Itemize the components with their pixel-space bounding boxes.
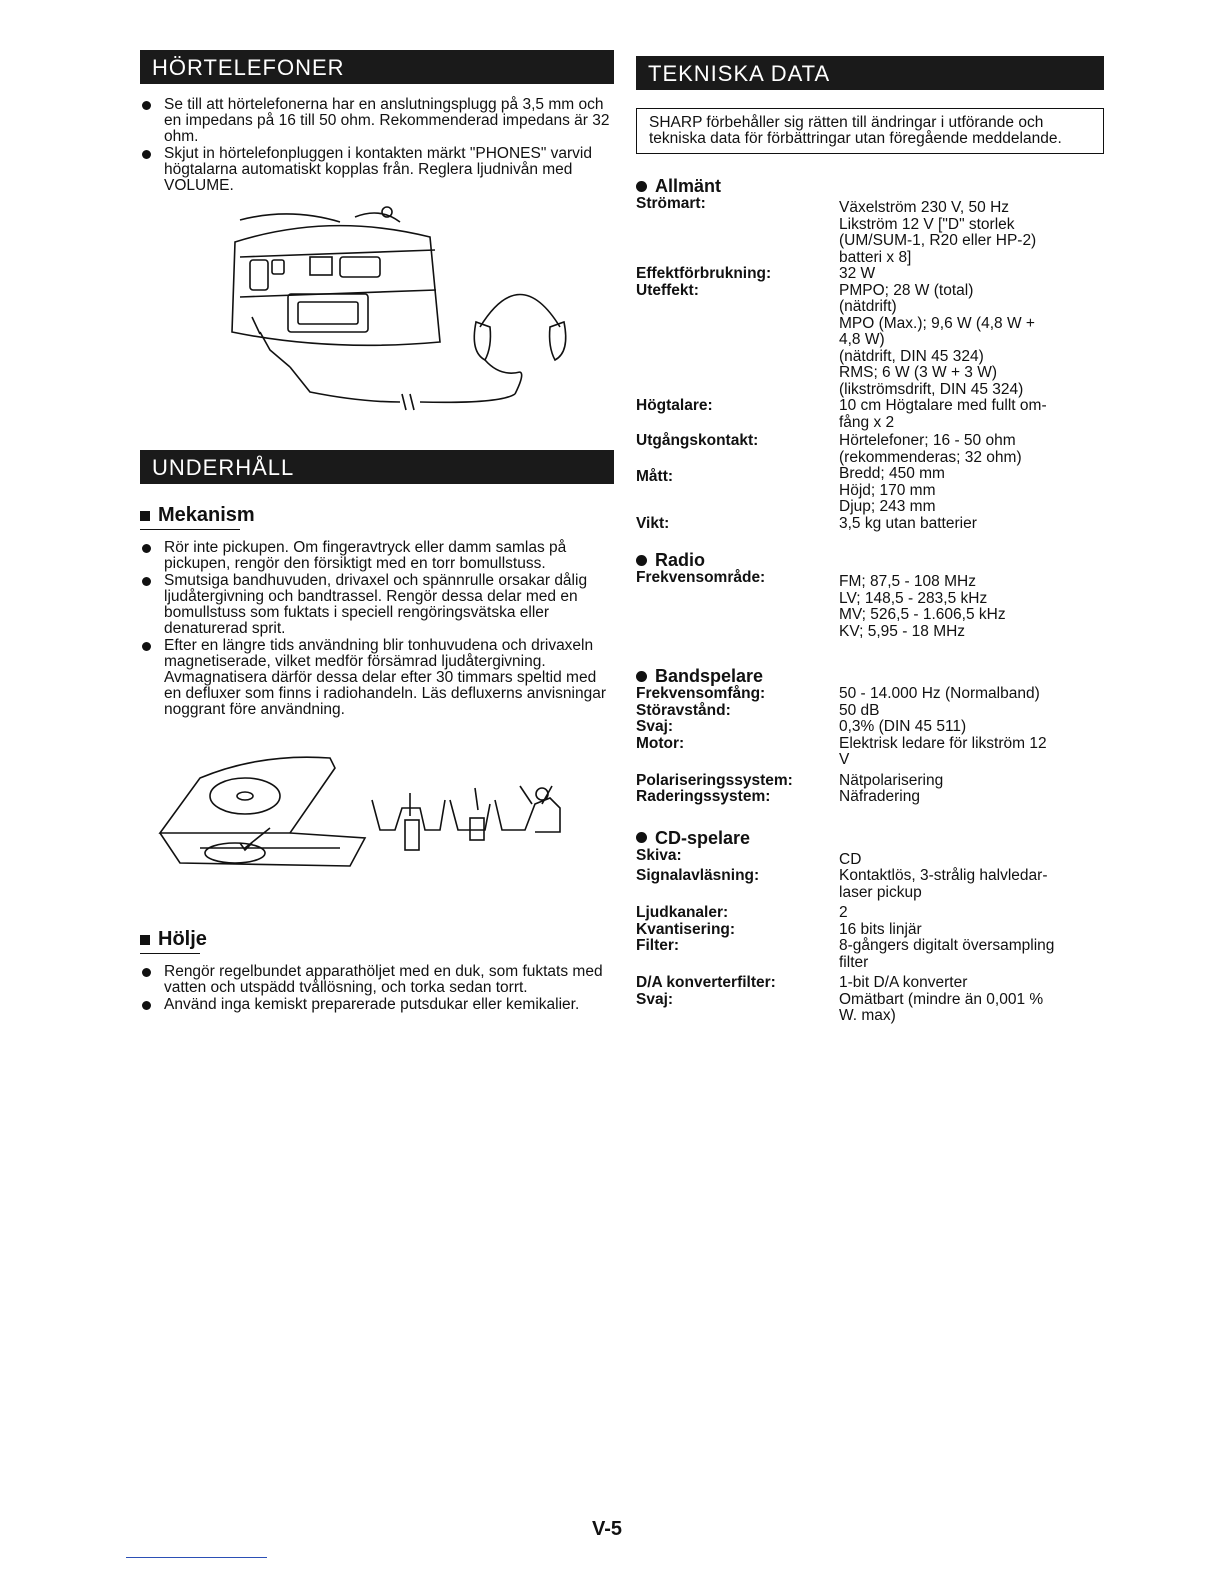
spec-value-line: Näfradering: [839, 788, 920, 805]
subhead-title: Hölje: [158, 928, 207, 950]
square-bullet-icon: [140, 511, 150, 521]
spec-value: [839, 719, 1106, 736]
spec-value: [839, 574, 1106, 640]
spec-label: Strömart:: [636, 195, 706, 212]
spec-label: Svaj:: [636, 718, 674, 735]
spec-label: Störavstånd:: [636, 701, 731, 719]
spec-value-line: 4,8 W): [839, 331, 885, 348]
spec-label: Mått:: [636, 468, 674, 485]
spec-value-line: MPO (Max.); 9,6 W (4,8 W +: [839, 314, 1035, 332]
spec-value-line: 1-bit D/A konverter: [839, 974, 968, 991]
section-header-tekniska-data: [636, 56, 1104, 90]
spec-row: [636, 703, 1106, 720]
spec-value: [839, 868, 1106, 901]
hortelefoner-list: [140, 97, 614, 194]
spec-value-line: Likström 12 V ["D" storlek: [839, 215, 1015, 233]
spec-label: Filter:: [636, 937, 680, 954]
spec-label: Polariseringssystem:: [636, 771, 793, 789]
spec-value-line: Hörtelefoner; 16 - 50 ohm: [839, 432, 1016, 449]
spec-value: [839, 852, 1106, 869]
spec-label: Uteffekt:: [636, 281, 699, 299]
spec-value-line: Bredd; 450 mm: [839, 465, 945, 482]
spec-value-line: CD: [839, 850, 862, 868]
spec-row: [636, 975, 1106, 992]
section-title: TEKNISKA DATA: [648, 61, 831, 86]
spec-value-line: (nätdrift, DIN 45 324): [839, 347, 984, 365]
spec-row: [636, 570, 1106, 640]
right-column: [636, 56, 1106, 1025]
tech-group-title: [636, 666, 1106, 686]
spec-value-line: 2: [839, 904, 848, 921]
spec-value-line: 0,3% (DIN 45 511): [839, 718, 967, 735]
group-title-text: CD-spelare: [655, 827, 751, 848]
spec-row: [636, 789, 1106, 806]
spec-row: [636, 992, 1106, 1025]
spec-row: [636, 283, 1106, 399]
spec-value-line: 10 cm Högtalare med fullt om-: [839, 397, 1047, 414]
spec-value-line: (rekommenderas; 32 ohm): [839, 448, 1022, 466]
spec-label: Motor:: [636, 734, 685, 752]
spec-label: Raderingssystem:: [636, 788, 771, 805]
spec-value: [839, 200, 1106, 266]
spec-label: Svaj:: [636, 990, 674, 1008]
spec-value-line: 16 bits linjär: [839, 920, 922, 938]
section-header-underhall: [140, 450, 614, 484]
spec-label: Frekvensomfång:: [636, 685, 766, 702]
list-item: Skjut in hörtelefonpluggen i kontakten märkt "PHONES" varvid högtalarna automatiskt kopplas från. Reglera ljudnivån med VOLUME.: [140, 146, 614, 194]
spec-value-line: Nätpolarisering: [839, 771, 944, 789]
group-title-text: Allmänt: [655, 176, 722, 196]
spec-label: Ljudkanaler:: [636, 904, 729, 921]
spec-value-line: 50 dB: [839, 701, 880, 719]
list-item: Se till att hörtelefonerna har en anslutningsplugg på 3,5 mm och en impedans på 16 till 50 ohm. Rekommenderad impedans är 32 ohm.: [140, 97, 614, 145]
boombox-headphones-illustration: [140, 202, 614, 432]
spec-value-line: (nätdrift): [839, 298, 897, 315]
list-item: Smutsiga bandhuvuden, drivaxel och spännrulle orsakar dålig ljudåtergivning och bandtrassel. Rengör dessa delar med en bomullstuss som fuktats i speciell rengöringsvätska eller denaturerad sprit.: [140, 573, 614, 637]
spec-row: [636, 433, 1106, 466]
subhead-holje: [140, 928, 614, 951]
section-title: UNDERHÅLL: [152, 455, 295, 480]
tech-group-allmant: [636, 176, 1106, 532]
spec-value: [839, 736, 1106, 769]
spec-value-line: 32 W: [839, 265, 876, 282]
spec-label: Skiva:: [636, 846, 682, 864]
spec-value-line: Elektrisk ledare för likström 12: [839, 734, 1047, 752]
spec-value-line: batteri x 8]: [839, 248, 912, 266]
spec-value-line: LV; 148,5 - 283,5 kHz: [839, 589, 988, 607]
spec-value-line: Omätbart (mindre än 0,001 %: [839, 990, 1044, 1008]
spec-value: [839, 266, 1106, 283]
spec-value: [839, 703, 1106, 720]
round-bullet-icon: [636, 181, 647, 192]
spec-value-line: 50 - 14.000 Hz (Normalband): [839, 685, 1040, 702]
spec-value-line: PMPO; 28 W (total): [839, 281, 974, 299]
spec-row: [636, 905, 1106, 922]
spec-label: D/A konverterfilter:: [636, 974, 776, 991]
spec-row: [636, 398, 1106, 431]
cleaning-illustration: [140, 738, 614, 888]
spec-value-line: laser pickup: [839, 883, 922, 901]
footer-divider: [126, 1557, 267, 1558]
spec-value-line: (likströmsdrift, DIN 45 324): [839, 380, 1024, 398]
spec-value: [839, 433, 1106, 466]
round-bullet-icon: [636, 832, 647, 843]
spec-label: Kvantisering:: [636, 920, 736, 938]
spec-label: Vikt:: [636, 514, 670, 532]
group-title-text: Radio: [655, 550, 706, 570]
tech-group-title: [636, 550, 1106, 570]
spec-value: [839, 938, 1106, 971]
spec-row: [636, 773, 1106, 790]
section-header-hortelefoner: [140, 50, 614, 84]
tech-group-bandspelare: [636, 666, 1106, 806]
spec-label: Högtalare:: [636, 397, 713, 414]
spec-label: Signalavläsning:: [636, 867, 760, 884]
tech-group-cd: [636, 828, 1106, 1025]
spec-label: Utgångskontakt:: [636, 432, 759, 449]
spec-row: [636, 466, 1106, 516]
tech-group-radio: [636, 550, 1106, 640]
spec-row: [636, 516, 1106, 533]
spec-value: [839, 283, 1106, 399]
spec-value-line: fång x 2: [839, 413, 895, 431]
list-item: Rör inte pickupen. Om fingeravtryck eller damm samlas på pickupen, rengör den försiktigt med en torr bomullstuss.: [140, 540, 614, 572]
list-item: Använd inga kemiskt preparerade putsdukar eller kemikalier.: [140, 997, 614, 1013]
left-column: [140, 50, 614, 1014]
list-item: Rengör regelbundet apparathöljet med en duk, som fuktats med vatten och utspädd tvållösning, och torka sedan torrt.: [140, 964, 614, 996]
spec-value: [839, 975, 1106, 992]
group-title-text: Bandspelare: [655, 666, 764, 686]
spec-row: [636, 848, 1106, 869]
spec-value-line: Djup; 243 mm: [839, 498, 936, 515]
spec-value: [839, 905, 1106, 922]
spec-value: [839, 466, 1106, 516]
spec-value: [839, 398, 1106, 431]
spec-row: [636, 938, 1106, 971]
spec-row: [636, 736, 1106, 769]
spec-value: [839, 686, 1106, 703]
spec-value: [839, 992, 1106, 1025]
spec-value: [839, 773, 1106, 790]
mekanism-list: [140, 540, 614, 718]
spec-label: Effektförbrukning:: [636, 265, 772, 282]
spec-row: [636, 719, 1106, 736]
spec-value-line: Kontaktlös, 3-strålig halvledar-: [839, 867, 1048, 884]
square-bullet-icon: [140, 935, 150, 945]
page-number: V-5: [592, 1518, 623, 1540]
subhead-title: Mekanism: [158, 504, 255, 526]
spec-row: [636, 196, 1106, 266]
spec-value-line: 8-gångers digitalt översampling: [839, 937, 1055, 954]
round-bullet-icon: [636, 555, 647, 566]
round-bullet-icon: [636, 671, 647, 682]
spec-value-line: filter: [839, 953, 869, 971]
spec-value-line: MV; 526,5 - 1.606,5 kHz: [839, 606, 1006, 623]
subhead-divider: [140, 529, 240, 530]
spec-value-line: FM; 87,5 - 108 MHz: [839, 573, 976, 590]
spec-label: Frekvensområde:: [636, 569, 766, 586]
subhead-divider: [140, 953, 200, 954]
spec-value: [839, 922, 1106, 939]
spec-row: [636, 868, 1106, 901]
section-title: HÖRTELEFONER: [152, 55, 345, 80]
spec-value-line: Höjd; 170 mm: [839, 481, 936, 499]
holje-list: [140, 964, 614, 1013]
notice-box: SHARP förbehåller sig rätten till ändringar i utförande och tekniska data för förbättringar utan föregående meddelande.: [636, 108, 1104, 154]
spec-value: [839, 789, 1106, 806]
spec-value: [839, 516, 1106, 533]
spec-value-line: 3,5 kg utan batterier: [839, 514, 977, 532]
spec-row: [636, 686, 1106, 703]
subhead-mekanism: [140, 504, 614, 527]
tech-group-title: [636, 176, 1106, 196]
list-item: Efter en längre tids användning blir tonhuvudena och drivaxeln magnetiserade, vilket medför försämrad ljudåtergivning. Avmagnatisera därför dessa delar efter 30 timmars speltid med en defluxer som finns i radiohandeln. Läs defluxerns anvisningar noggrant före användning.: [140, 638, 614, 718]
spec-value-line: KV; 5,95 - 18 MHz: [839, 622, 966, 640]
spec-value-line: RMS; 6 W (3 W + 3 W): [839, 364, 998, 381]
spec-value-line: Växelström 230 V, 50 Hz: [839, 199, 1010, 216]
tech-group-title: [636, 828, 1106, 848]
spec-row: [636, 922, 1106, 939]
spec-value-line: W. max): [839, 1007, 896, 1024]
spec-value-line: V: [839, 751, 850, 768]
spec-value-line: (UM/SUM-1, R20 eller HP-2): [839, 232, 1037, 249]
spec-row: [636, 266, 1106, 283]
